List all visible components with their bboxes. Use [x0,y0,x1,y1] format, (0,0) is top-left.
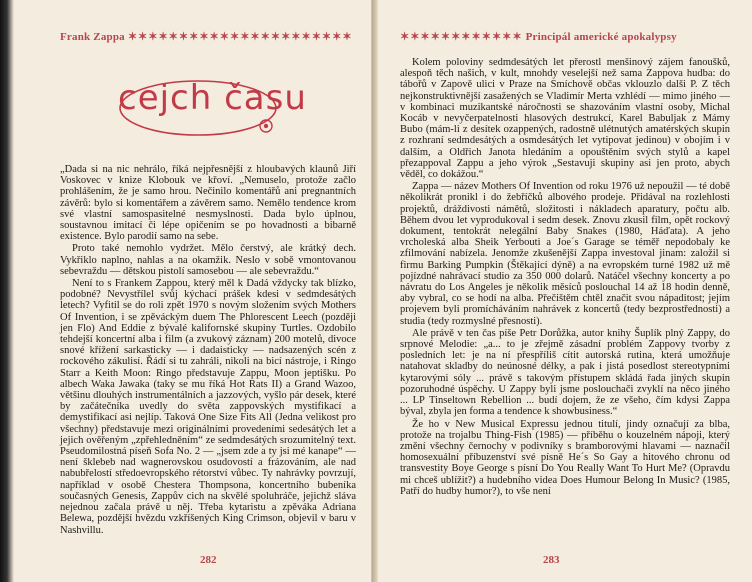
page-number-left: 282 [200,554,217,566]
right-page [378,0,752,582]
paragraph: Kolem poloviny sedmdesátých let přerostl menšinový zájem fanoušků, alespoň těch našich, v kult, mnohdy veselejší než sama Zappova hudba: do tábořů v Zapově ulici v Praze na Smíchově občas vklouzlo dalši P. Z těch nejkonstruktivnější zasažených se Vladimír Merta vzhlédí — mimo jiného — v kombinaci muzikantské náročnosti se shazováním vlastní osoby, Michal Kocáb v nevyčerpatelnosti hlasových destrukcí, Karel Babuljak z Mámy Bubo (mám-li z desítek ozappených, radostně ulétnutých amatérských skupin z rozhraní sedmdesátých a osmdesátých let vytipovat jedinou) v obojím i v dalším, a Oldřich Janota hledáním a opouštěním svých stylů a kapel přezappoval Zappu a jeho výrok „Sestavuji skupiny asi jen proto, abych věděl, co dokážou.“ [400,57,730,181]
paragraph: Že ho v New Musical Expressu jednou titulí, jindy označují za blba, protože na trojalbu Thing-Fish (1985) — příběhu o kouzelném nápoji, který změní všechny černochy v podivníky s bramborovými hlavami — naznačil homosexuální příbuzenství své písně He´s So Gay a hitového chronu od transvestity Boye George s písní Do You Really Want To Hurt Me? (Opravdu mi chceš ublížit?) a hudebního videa Does Humour Belong In Music? (1985, Patří do hudby humor?), to vše není [400,418,730,497]
paragraph: Není to s Frankem Zappou, který měl k Dadá vždycky tak blízko, podobné? Nevystřílel svůj kýchací prášek kdesi v sedmdesátých letech? Vyfitil se do roli zpět 1970 s novým složením svých Mothers Of Invention, i se zpěváckým duem The Phlorescent Leech (později jen Flo) And Eddie z bývalé kalifornské skupiny Turtles. Ozdobilo tehdejší koncertní alba i film (a zvukový záznam) 200 motelů, divoce snové křížení sarkasticky — i dadaisticky — nadsazených scén z rockového zákulisí. Řádí si tu zahráli, nikoli na bicí nástroje, i Ringo Starr a Keith Moon: Ringo představuje Zappu, Moon jeptišku. Po albech Waka Jawaka (taky se mu říká Hot Rats II) a Grand Wazoo, většinu dlouhých instrumentálních a jazzových, vyšlo pár desek, které by začátečníka uvedly do světa zappovských mystifikací a demystifikací asi nejlíp. Taková One Size Fits All (Jedna velikost pro všechny) představuje mezi originálními provedeními sedesátých let a jejich ověřeným „zpřehledněním“ ze sedmdesátých srozumitelný text. Pseudomilostná píseň Sofa No. 2 — „jsem zde a ty jsi mé kanape“ — není šklebeb nad wagnerovskou osudovostí a frázováním, ale nad nabubřelostí středoevropského rétorství vůbec. Ty nahrávky povrzují, například v osobě Chestera Thompsona, koncertního bubeníka současných Genesis, Zappův cich na skvělé spoluhráče, jejichž sláva nejednou začala právě u něj. Třeba kytaristu a zpěváka Adriana Belewa, pozdější hvězdu vzkříšených King Crimson, objevil v baru v Nashvillu. [60,278,356,536]
page-number-right: 283 [543,554,560,566]
cejch-casu-logo [118,78,307,138]
running-head-left [60,30,353,43]
right-body-text [400,57,730,498]
paragraph: „Dada si na nic nehrálo, říká nejpřesnější z hloubavých klaunů Jiří Voskovec v knize Klobouk ve křoví. „Nemuselo, protože začlo prohlášením, že je samo hrou. Nečinilo komentářů ani pregnantních závěrů: bylo si komentářem a závěrem samo. Nemělo tendence krom své vlastní samospasitelné nesmyslnosti. Dada bylo úplnou, soustavnou imitací či lépe opičením se po hovadnosti a bibarně existence. Bylo parodií samo na sebe. [60,164,356,243]
paragraph: Ale právě v ten čas píše Petr Dorůžka, autor knihy Šuplík plný Zappy, do srpnové Melodie: „a... to je zřejmě zásadní problém Zappovy tvorby z posledních let: je na ní přespříliš cítit autorská rutina, která umožňuje natahovat skladby do neúnosné délky, a pak i jistá posedlost stereotypními kytarovými sóly ... právě s takovým přístupem skládá řada jiných skupin pozoruhodné úspěchy. U Zappy byli jsme poslouchači zvyklí na něco jiného ... LP Tinseltown Rebellion ... budí dojem, že ze všeho, čím kdysi Zappa býval, zbyla jen forma a tendence k showbusiness.“ [400,327,730,418]
left-body-text [60,164,356,537]
running-head-right [400,30,677,43]
running-head-title: Frank Zappa [60,31,125,43]
left-page [0,0,372,582]
paragraph: Proto také nemohlo vydržet. Mělo čerstvý, ale krátký dech. Vykřiklo naplno, nahlas a na okamžik. Neslo v sobě vmontovanou sebevraždu — dětskou pistolí samosebou — ale sebevraždu.“ [60,243,356,277]
logo-stamp-icon [118,78,278,138]
running-head-stars: ✶✶✶✶✶✶✶✶✶✶✶✶✶✶✶✶✶✶✶✶✶✶ [127,31,353,43]
paragraph: Zappa — název Mothers Of Invention od roku 1976 už nepoužil — té době několikrát pronikl i do žebříčků albového prodeje. Přidával na rozlehlosti projektů, dráždivosti námětů, složitosti i nákladech aparatury, počtu alb. Během dvou let vyprodukoval i sedm desek. Znovu zkusil film, opět rockový dokument, tentokrát nelegální Baby Snakes (1980, Háďata). A jeho vrcholeská alba Sheik Yerbouti a Joe´s Garage se téměř nepodobaly ke zfilmování nabízela. Jenomže zkušenější Zappa investoval jinam: založil si firmu Barking Pumpkin (Štěkající dýně) a na evropském turné 1982 už mě pojízdné nahrávací studio za 350 000 dolarů. Natáčel všechny koncerty a po návratu do Los Angeles je několik měsíců poslouchal 14 až 18 hodin denně, aby vybral, co se hodí na alba. Přečištěm chtěl značit svou nápaditost; jejím projevem byli promícháváním nahrávek z koncertů (tedy bezprostřednosti) a studia (tedy rozmyslné přesnosti). [400,181,730,327]
running-head-title: Principál americké apokalypsy [525,31,677,43]
page-edge-shadow [0,0,14,582]
running-head-stars: ✶✶✶✶✶✶✶✶✶✶✶✶ [400,31,523,43]
logo-text: cejch času [118,78,307,118]
